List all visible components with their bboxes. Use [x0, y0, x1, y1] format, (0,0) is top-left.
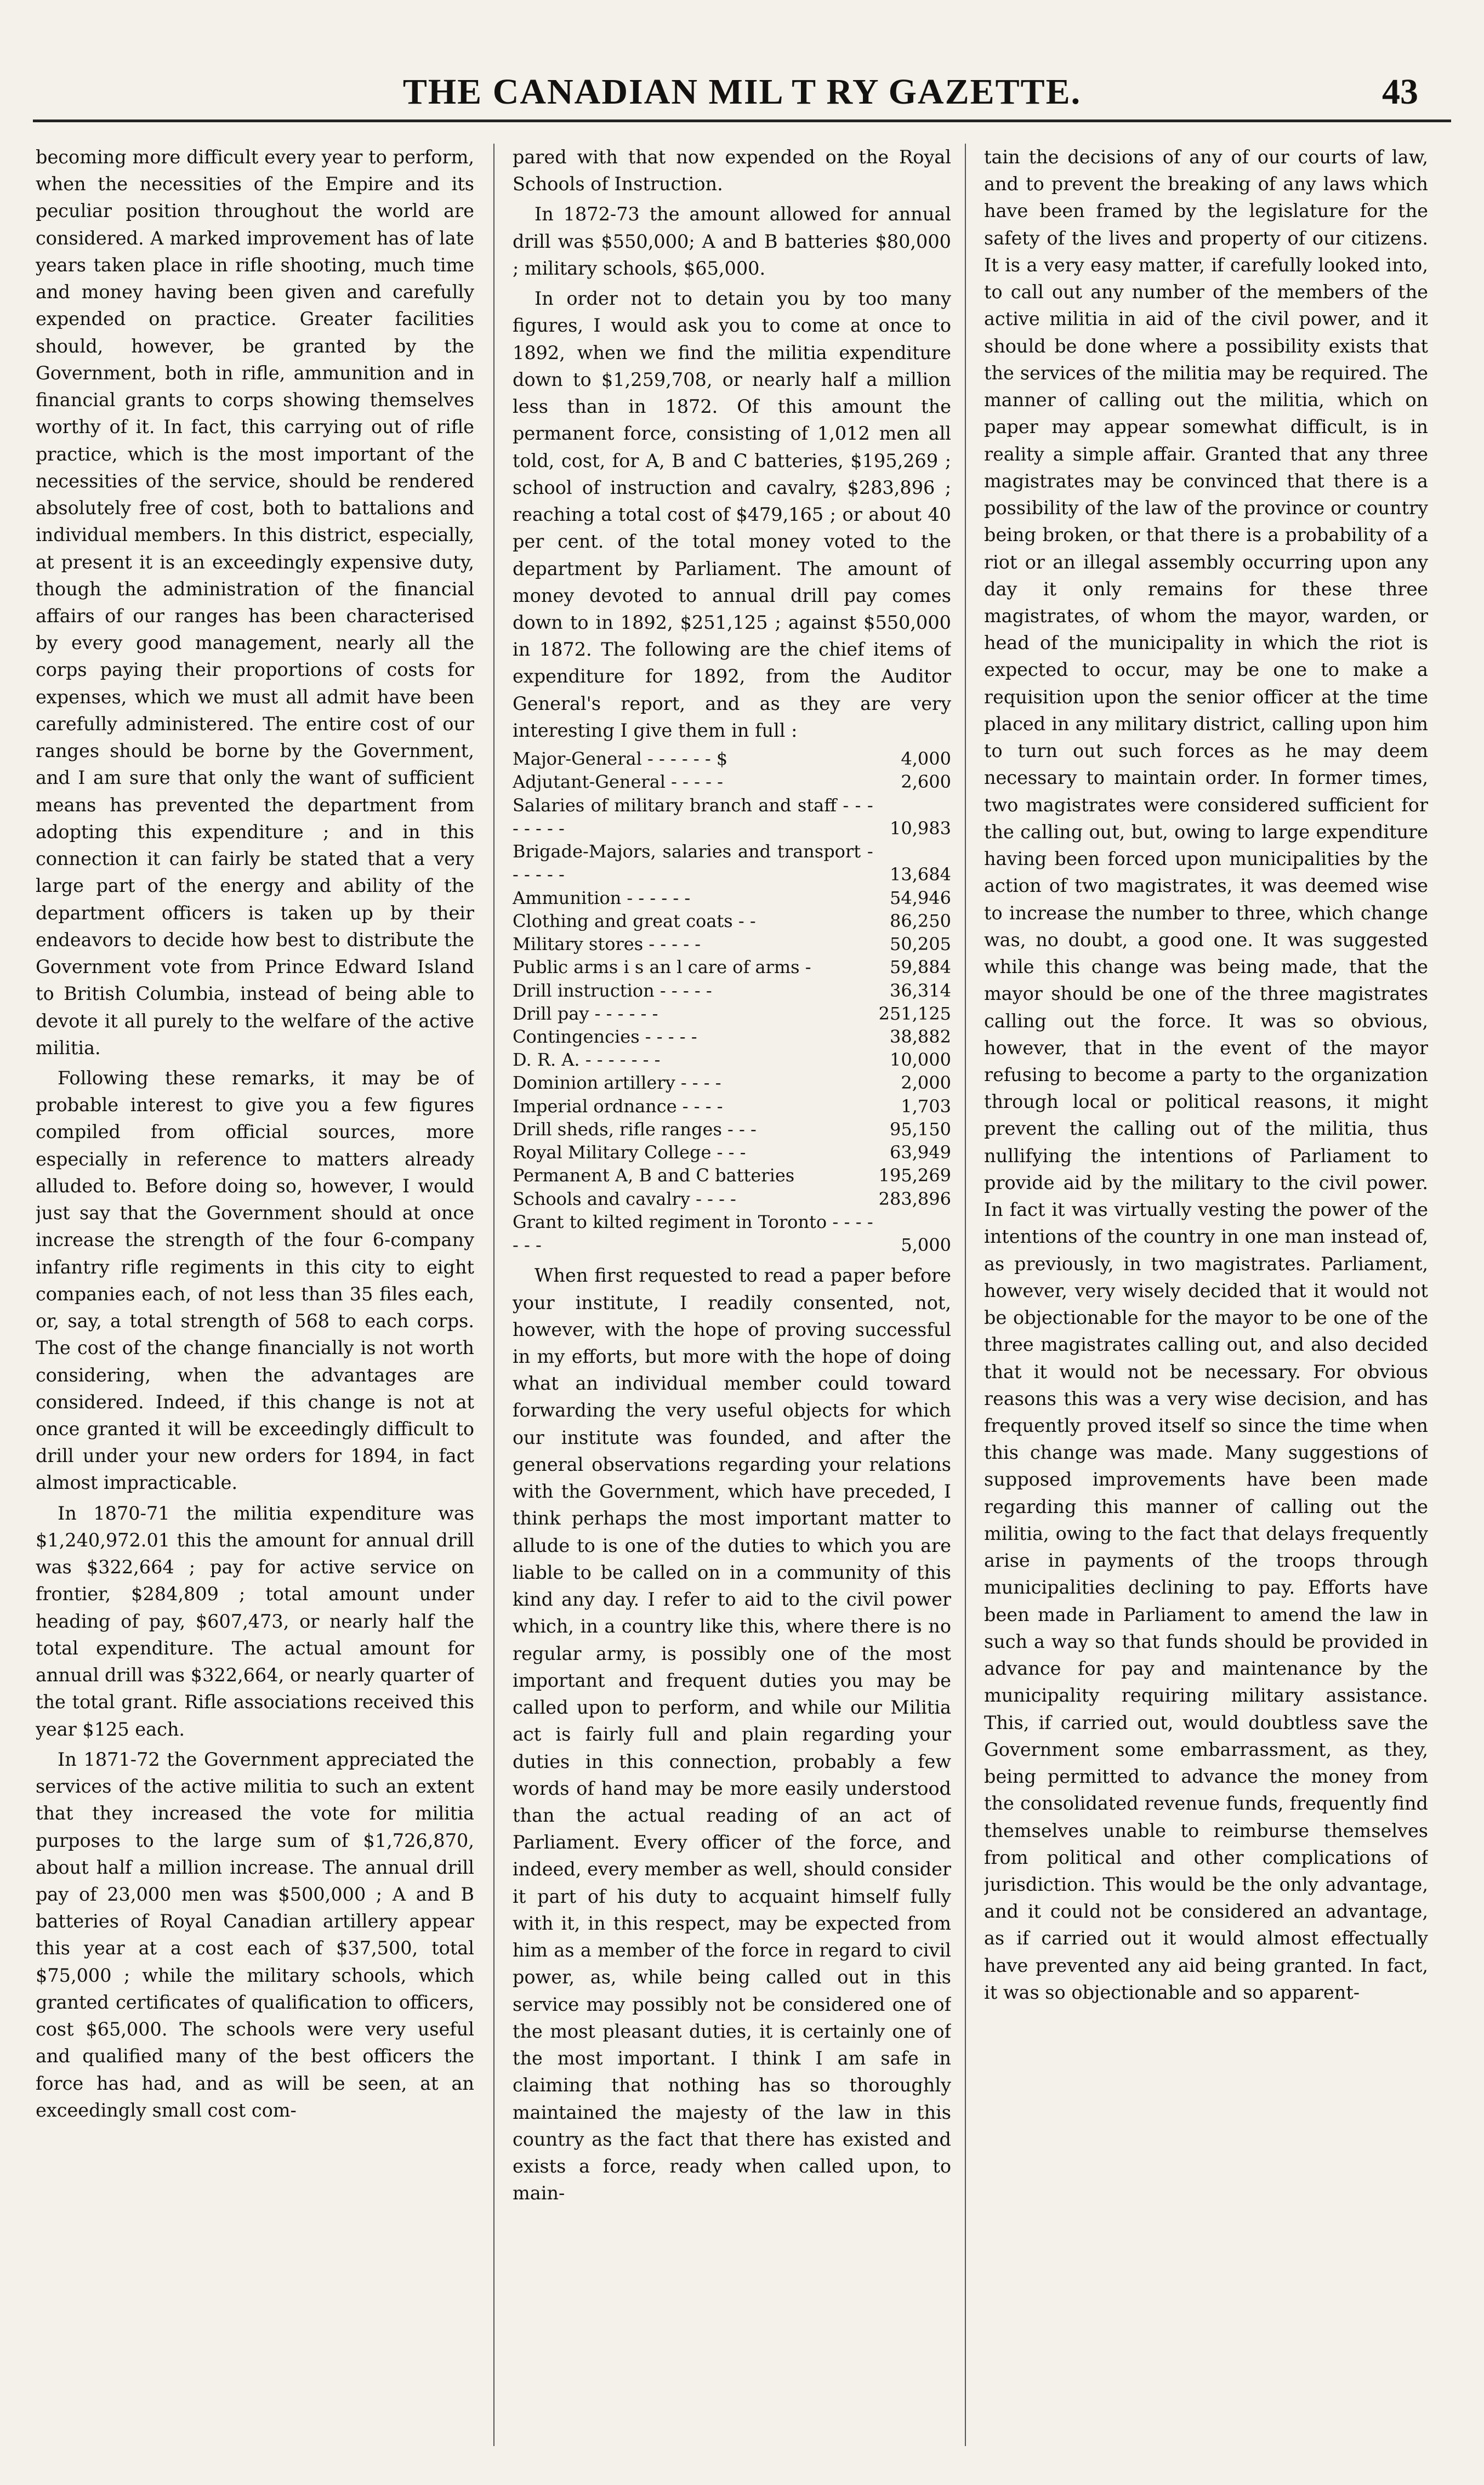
expenditure-row — [513, 909, 951, 932]
expenditure-amount: 54,946 — [890, 887, 951, 908]
expenditure-item: Brigade-Majors, salaries and transport - - - - - - — [513, 841, 873, 885]
expenditure-row — [513, 956, 951, 979]
expenditure-amount: 63,949 — [890, 1142, 951, 1163]
paragraph: pared with that now expended on the Royal Schools of Instruction. — [513, 146, 951, 195]
expenditure-amount: 50,205 — [890, 934, 951, 955]
expenditure-row — [513, 1071, 951, 1094]
expenditure-row — [513, 747, 951, 770]
expenditure-amount: 4,000 — [901, 748, 951, 770]
expenditure-item: Grant to kilted regiment in Toronto - - - - - - - — [513, 1211, 873, 1256]
paragraph: In order not to detain you by too many figures, I would ask you to come at once to 1892, when we find the militia expenditure down to $1,259,708, or nearly half a million less than in 1872. Of this amount the permanent force, consisting of 1,012 men all told, cost, for A, B and C batteries, $195,269 ; school of instruction and cavalry, $283,896 ; reaching a total cost of $479,165 ; or about 40 per cent. of the total money voted to the department by Parliament. The amount of money devoted to annual drill pay comes down to in 1892, $251,125 ; against $550,000 in 1872. The following are the chief items of expenditure for 1892, from the Auditor General's report, and as they are very interesting I give them in full : — [513, 288, 951, 741]
paragraph: In 1870-71 the militia expenditure was $1,240,972.01 this the amount for annual drill was $322,664 ; pay for active service on frontier, $284,809 ; total amount under heading of pay, $607,473, or nearly half the total expenditure. The actual amount for annual drill was $322,664, or nearly quarter of the total grant. Rifle associations received this year $125 each. — [36, 1502, 474, 1740]
expenditure-amount: 13,684 — [890, 864, 951, 885]
expenditure-amount: 59,884 — [890, 957, 951, 978]
expenditure-item: Ammunition - - - - - - — [513, 887, 691, 908]
paragraph: In 1871-72 the Government appreciated the services of the active militia to such an extent that they increased the vote for militia purposes to the large sum of $1,726,870, about half a million increase. The annual drill pay of 23,000 men was $500,000 ; A and B batteries of Royal Canadian artillery appear this year at a cost each of $37,500, total $75,000 ; while the military schools, which granted certificates of qualification to officers, cost $65,000. The schools were very useful and qualified many of the best officers the force has had, and as will be seen, at an exceedingly small cost com- — [36, 1748, 474, 2121]
expenditure-row — [513, 1048, 951, 1071]
expenditure-amount: 2,600 — [901, 771, 951, 793]
expenditure-amount: 38,882 — [890, 1026, 951, 1047]
masthead — [33, 60, 1451, 121]
expenditure-row — [513, 1025, 951, 1048]
expenditure-row — [513, 1141, 951, 1164]
paragraph: In 1872-73 the amount allowed for annual drill was $550,000; A and B batteries $80,000 ; military schools, $65,000. — [513, 203, 951, 279]
expenditure-item: Public arms i s an l care of arms - — [513, 957, 811, 978]
expenditure-item: Contingencies - - - - - — [513, 1026, 697, 1047]
expenditure-amount: 10,000 — [890, 1049, 951, 1071]
expenditure-row — [513, 1095, 951, 1118]
expenditure-amount: 5,000 — [901, 1235, 951, 1256]
expenditure-item: Drill pay - - - - - - — [513, 1003, 658, 1024]
masthead-rule — [33, 120, 1451, 122]
expenditure-row — [513, 1187, 951, 1210]
masthead-title: THE CANADIAN MIL T RY GAZETTE. — [402, 72, 1082, 112]
expenditure-item: Schools and cavalry - - - - — [513, 1188, 736, 1209]
expenditure-item: Dominion artillery - - - - — [513, 1072, 721, 1094]
expenditure-row — [513, 770, 951, 793]
paragraph: Following these remarks, it may be of probable interest to give you a few figures compiled from official sources, more especially in reference to matters already alluded to. Before doing so, however, I would just say that the Government should at once increase the strength of the four 6-company infantry rifle regiments in this city to eight companies each, of not less than 35 files each, or, say, a total strength of 568 to each corps. The cost of the change financially is not worth considering, when the advantages are considered. Indeed, if this change is not at once granted it will be exceedingly difficult to drill under your new orders for 1894, in fact almost impracticable. — [36, 1067, 474, 1494]
expenditure-row — [513, 840, 951, 886]
expenditure-amount: 86,250 — [890, 910, 951, 931]
paragraph: tain the decisions of any of our courts of law, and to prevent the breaking of any laws which have been framed by the legislature for the safety of the lives and property of our citizens. It is a very easy matter, if carefully looked into, to call out any number of the members of the active militia in aid of the civil power, and it should be done where a possibility exists that the services of the militia may be required. The manner of calling out the militia, which on paper may appear somewhat difficult, is in reality a simple affair. Granted that any three magistrates may be convinced that there is a possibility of the law of the province or country being broken, or that there is a probability of a riot or an illegal assembly occurring upon any day it only remains for these three magistrates, of whom the mayor, warden, or head of the municipality in which the riot is expected to occur, may be one to make a requisition upon the senior officer at the time placed in any military district, calling upon him to turn out such forces as he may deem necessary to maintain order. In former times, two magistrates were considered sufficient for the calling out, but, owing to large expenditure having been forced upon municipalities by the action of two magistrates, it was deemed wise to increase the number to three, which change was, no doubt, a good one. It was suggested while this change was being made, that the mayor should be one of the three magistrates calling out the force. It was so obvious, however, that in the event of the mayor refusing to become a party to the organization through local or political reasons, it might prevent the calling out of the militia, thus nullifying the intentions of Parliament to provide aid by the military to the civil power. In fact it was virtually vesting the power of the intentions of the country in one man instead of, as previously, in two magistrates. Parliament, however, very wisely decided that it would not be objectionable for the mayor to be one of the three magistrates calling out, and also decided that it would not be necessary. For obvious reasons this was a very wise decision, and has frequently proved itself so since the time when this change was made. Many suggestions of supposed improvements have been made regarding this manner of calling out the militia, owing to the fact that delays frequently arise in payments of the troops through municipalities declining to pay. Efforts have been made in Parliament to amend the law in such a way so that funds should be provided in advance for pay and maintenance by the municipality requiring military assistance. This, if carried out, would doubtless save the Government some embarrassment, as they, being permitted to advance the money from the consolidated revenue funds, frequently find themselves unable to reimburse themselves from political and other complications of jurisdiction. This would be the only advantage, and it could not be considered an advantage, as if carried out it would almost effectually have prevented any aid being granted. In fact, it was so objectionable and so apparent- — [984, 146, 1428, 2003]
expenditure-amount: 10,983 — [890, 817, 951, 839]
expenditure-row — [513, 1002, 951, 1025]
expenditure-item: Major-General - - - - - - $ — [513, 748, 728, 770]
expenditure-item: Clothing and great coats - - — [513, 910, 756, 931]
expenditure-item: Salaries of military branch and staff - - - - - - - - — [513, 794, 873, 839]
expenditure-amount: 1,703 — [901, 1095, 951, 1117]
expenditure-item: Royal Military College - - - — [513, 1142, 746, 1163]
expenditure-amount: 36,314 — [890, 980, 951, 1001]
expenditure-amount: 95,150 — [890, 1118, 951, 1140]
column-divider — [965, 144, 966, 2446]
expenditure-row — [513, 1210, 951, 1256]
expenditure-item: D. R. A. - - - - - - - — [513, 1049, 661, 1071]
paragraph: becoming more difficult every year to perform, when the necessities of the Empire and its peculiar position throughout the world are considered. A marked improvement has of late years taken place in rifle shooting, much time and money having been given and carefully expended on practice. Greater facilities should, however, be granted by the Government, both in rifle, ammunition and in financial grants to corps showing themselves worthy of it. In fact, this carrying out of rifle practice, which is the most important of the necessities of the service, should be rendered absolutely free of cost, both to battalions and individual members. In this district, especially, at present it is an exceedingly expensive duty, though the administration of the financial affairs of our ranges has been characterised by every good management, nearly all the corps paying their proportions of costs for expenses, which we must all admit have been carefully administered. The entire cost of our ranges should be borne by the Government, and I am sure that only the want of sufficient means has prevented the department from adopting this expenditure ; and in this connection it can fairly be stated that a very large part of the energy and ability of the department officers is taken up by their endeavors to decide how best to distribute the Government vote from Prince Edward Island to British Columbia, instead of being able to devote it all purely to the welfare of the active militia. — [36, 146, 474, 1059]
page-number: 43 — [1382, 72, 1418, 112]
expenditure-row — [513, 886, 951, 909]
expenditure-amount: 283,896 — [878, 1188, 951, 1209]
expenditure-table — [513, 747, 951, 1256]
expenditure-amount: 251,125 — [878, 1003, 951, 1024]
expenditure-amount: 195,269 — [878, 1165, 951, 1186]
expenditure-item: Imperial ordnance - - - - — [513, 1095, 723, 1117]
expenditure-row — [513, 932, 951, 956]
expenditure-item: Adjutant-General - - - - - — [513, 771, 723, 793]
expenditure-item: Permanent A, B and C batteries — [513, 1165, 795, 1186]
expenditure-amount: 2,000 — [901, 1072, 951, 1094]
expenditure-item: Drill instruction - - - - - — [513, 980, 712, 1001]
column-1 — [36, 144, 474, 2446]
expenditure-row — [513, 1118, 951, 1141]
column-3 — [984, 144, 1428, 2446]
expenditure-item: Drill sheds, rifle ranges - - - — [513, 1118, 757, 1140]
expenditure-item: Military stores - - - - - — [513, 934, 701, 955]
paragraph: When first requested to read a paper before your institute, I readily consented, not, however, with the hope of proving successful in my efforts, but more with the hope of doing what an individual member could toward forwarding the very useful objects for which our institute was founded, and after the general observations regarding your relations with the Government, which have preceded, I think perhaps the most important matter to allude to is one of the duties to which you are liable to be called on in a community of this kind any day. I refer to aid to the civil power which, in a country like this, where there is no regular army, is possibly one of the most important and frequent duties you may be called upon to perform, and while our Militia act is fairly full and plain regarding your duties in this connection, probably a few words of hand may be more easily understood than the actual reading of an act of Parliament. Every officer of the force, and indeed, every member as well, should consider it part of his duty to acquaint himself fully with it, in this respect, may be expected from him as a member of the force in regard to civil power, as, while being called out in this service may possibly not be considered one of the most pleasant duties, it is certainly one of the most important. I think I am safe in claiming that nothing has so thoroughly maintained the majesty of the law in this country as the fact that there has existed and exists a force, ready when called upon, to main- — [513, 1265, 951, 2204]
column-divider — [493, 144, 494, 2446]
expenditure-row — [513, 979, 951, 1002]
column-2 — [513, 144, 951, 2446]
expenditure-row — [513, 794, 951, 840]
expenditure-row — [513, 1164, 951, 1187]
